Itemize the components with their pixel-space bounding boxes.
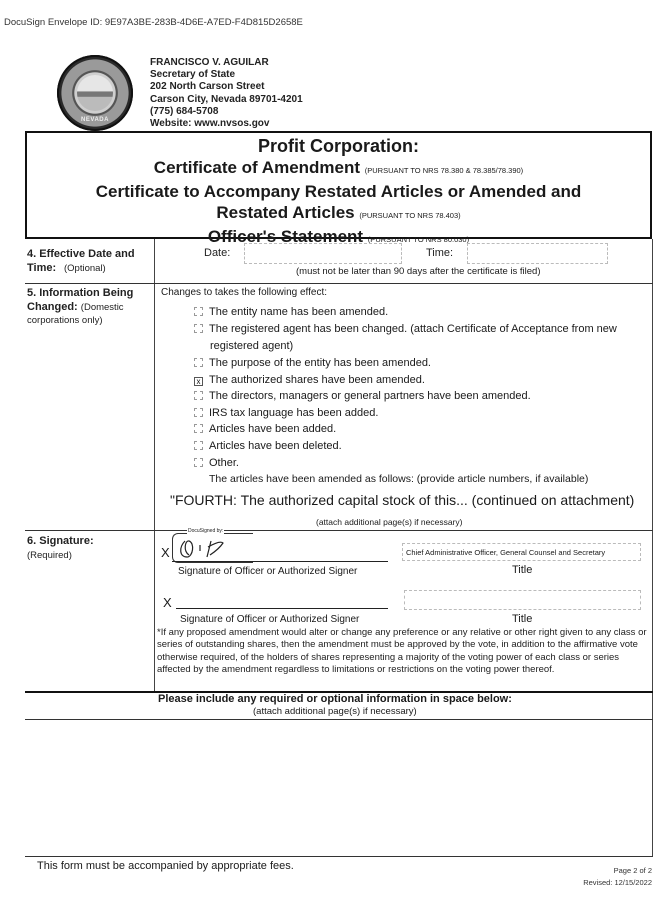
option-label: The registered agent has been changed. (attach Certificate of Acceptance from new bbox=[209, 323, 617, 335]
page-footer bbox=[583, 865, 652, 889]
secretary-of-state-info bbox=[150, 57, 303, 130]
fees-notice: This form must be accompanied by appropriate fees. bbox=[37, 860, 294, 872]
column-divider bbox=[154, 239, 155, 691]
checkbox[interactable] bbox=[194, 307, 203, 316]
amendment-text-field[interactable]: "FOURTH: The authorized capital stock of this... (continued on attachment) bbox=[170, 492, 635, 508]
seal-landscape bbox=[77, 75, 113, 111]
office-street: 202 North Carson Street bbox=[150, 81, 265, 93]
option-entity-name[interactable] bbox=[194, 305, 388, 319]
nevada-state-seal-icon bbox=[57, 55, 133, 131]
office-phone: (775) 684-5708 bbox=[150, 105, 219, 117]
revised-date: Revised: 12/15/2022 bbox=[583, 878, 652, 887]
option-label: Articles have been deleted. bbox=[209, 440, 342, 452]
title-field-2[interactable] bbox=[404, 590, 641, 610]
date-label: Date: bbox=[204, 247, 231, 259]
seal-label: NEVADA bbox=[81, 117, 109, 123]
attach-note: (attach additional page(s) if necessary) bbox=[316, 517, 463, 527]
office-website: Website: www.nvsos.gov bbox=[150, 118, 270, 130]
additional-info-sub: (attach additional page(s) if necessary) bbox=[253, 706, 417, 717]
section-title: 6. Signature: bbox=[27, 535, 94, 547]
option-label: The purpose of the entity has been amended. bbox=[209, 357, 431, 369]
x-mark: X bbox=[163, 595, 172, 610]
option-authorized-shares[interactable] bbox=[194, 373, 425, 387]
option-purpose[interactable] bbox=[194, 356, 431, 370]
option-irs-tax[interactable] bbox=[194, 406, 378, 420]
option-label: The entity name has been amended. bbox=[209, 306, 389, 318]
checkbox[interactable] bbox=[194, 441, 203, 450]
statute-note: (PURSUANT TO NRS 78.380 & 78.385/78.390) bbox=[364, 166, 524, 175]
form-title: Profit Corporation: bbox=[258, 136, 419, 156]
signer-caption-2: Signature of Officer or Authorized Signer bbox=[180, 614, 360, 625]
divider bbox=[25, 856, 653, 857]
effective-time-field[interactable] bbox=[467, 243, 608, 264]
option-registered-agent[interactable] bbox=[194, 322, 649, 336]
title-field-1[interactable] bbox=[402, 543, 641, 561]
restated-articles-heading: Certificate to Accompany Restated Articles or Amended and bbox=[95, 182, 582, 201]
checkbox[interactable] bbox=[194, 391, 203, 400]
statute-note: (PURSUANT TO NRS 80.030) bbox=[367, 235, 470, 244]
section-title: 4. Effective Date and Time: bbox=[27, 248, 135, 274]
signature-line-1[interactable] bbox=[172, 561, 388, 562]
heading-text: Officer's Statement bbox=[207, 227, 364, 246]
x-mark: X bbox=[161, 545, 170, 560]
restated-articles-heading-cont bbox=[27, 202, 650, 226]
checkbox[interactable] bbox=[194, 358, 203, 367]
docusign-envelope-id: DocuSign Envelope ID: 9E97A3BE-283B-4D6E-A7ED-F4D815D2658E bbox=[4, 17, 303, 28]
signature-icon bbox=[177, 537, 237, 561]
option-label: Articles have been added. bbox=[209, 423, 337, 435]
option-other[interactable] bbox=[194, 456, 239, 470]
divider bbox=[25, 719, 653, 720]
section-sub: (Domestic corporations only) bbox=[27, 301, 124, 326]
checkbox-checked[interactable]: x bbox=[194, 377, 203, 386]
option-label: The authorized shares have been amended. bbox=[209, 374, 425, 386]
option-label: Other. bbox=[209, 457, 239, 469]
option-registered-agent-cont: registered agent) bbox=[210, 340, 294, 352]
checkbox[interactable] bbox=[194, 458, 203, 467]
form-title-box bbox=[25, 131, 652, 246]
right-border bbox=[652, 239, 653, 857]
amendment-vote-footnote: *If any proposed amendment would alter or change any preference or any relative or other right given to any class or series of outstanding shares, then the amendment must be approved by the vote, in addition to the affirmative vote otherwise required, of the holders of shares representing a majority of the voting power of each class or series affected by the amendment regardless to limitations or restrictions on the voting power thereof. bbox=[157, 627, 647, 675]
certificate-of-amendment-heading bbox=[27, 157, 650, 181]
additional-info-field[interactable] bbox=[26, 721, 651, 855]
heading-text: Certificate of Amendment bbox=[153, 158, 361, 177]
checkbox[interactable] bbox=[194, 408, 203, 417]
signature-line-2[interactable] bbox=[176, 608, 388, 609]
title-value: Chief Administrative Officer, General Counsel and Secretary bbox=[406, 548, 606, 557]
option-label: The directors, managers or general partners have been amended. bbox=[209, 390, 531, 402]
office-city: Carson City, Nevada 89701-4201 bbox=[150, 93, 303, 105]
effective-date-field[interactable] bbox=[244, 243, 402, 264]
title-caption-2: Title bbox=[512, 613, 533, 625]
section-title: 5. Information Being Changed: bbox=[27, 287, 134, 313]
section-sub: (Required) bbox=[27, 549, 72, 561]
amended-as-follows-label: The articles have been amended as follows: (provide article numbers, if available) bbox=[209, 473, 589, 485]
section-5-label bbox=[27, 287, 152, 328]
page-number: Page 2 of 2 bbox=[613, 866, 652, 875]
divider bbox=[25, 283, 653, 284]
title-caption-1: Title bbox=[512, 564, 533, 576]
time-label: Time: bbox=[426, 247, 454, 259]
checkbox[interactable] bbox=[194, 324, 203, 333]
office-title: Secretary of State bbox=[150, 69, 236, 81]
additional-info-heading: Please include any required or optional information in space below: bbox=[158, 693, 512, 705]
section-6-label bbox=[27, 535, 94, 562]
statute-note: (PURSUANT TO NRS 78.403) bbox=[359, 211, 461, 220]
docusigned-by-label: DocuSigned by: bbox=[188, 528, 224, 534]
effective-date-note: (must not be later than 90 days after the certificate is filed) bbox=[296, 266, 541, 277]
office-name: FRANCISCO V. AGUILAR bbox=[150, 57, 269, 68]
option-label: IRS tax language has been added. bbox=[209, 407, 379, 419]
option-articles-added[interactable] bbox=[194, 422, 336, 436]
option-articles-deleted[interactable] bbox=[194, 439, 342, 453]
changes-intro: Changes to takes the following effect: bbox=[161, 287, 328, 298]
heading-text: Restated Articles bbox=[216, 203, 355, 222]
option-directors[interactable] bbox=[194, 389, 531, 403]
checkbox[interactable] bbox=[194, 424, 203, 433]
signer-caption-1: Signature of Officer or Authorized Signer bbox=[178, 566, 358, 577]
divider bbox=[25, 530, 653, 531]
section-4-sub-wrap bbox=[64, 262, 106, 276]
docusign-signature-frame bbox=[172, 528, 253, 563]
section-sub: (Optional) bbox=[64, 263, 106, 274]
